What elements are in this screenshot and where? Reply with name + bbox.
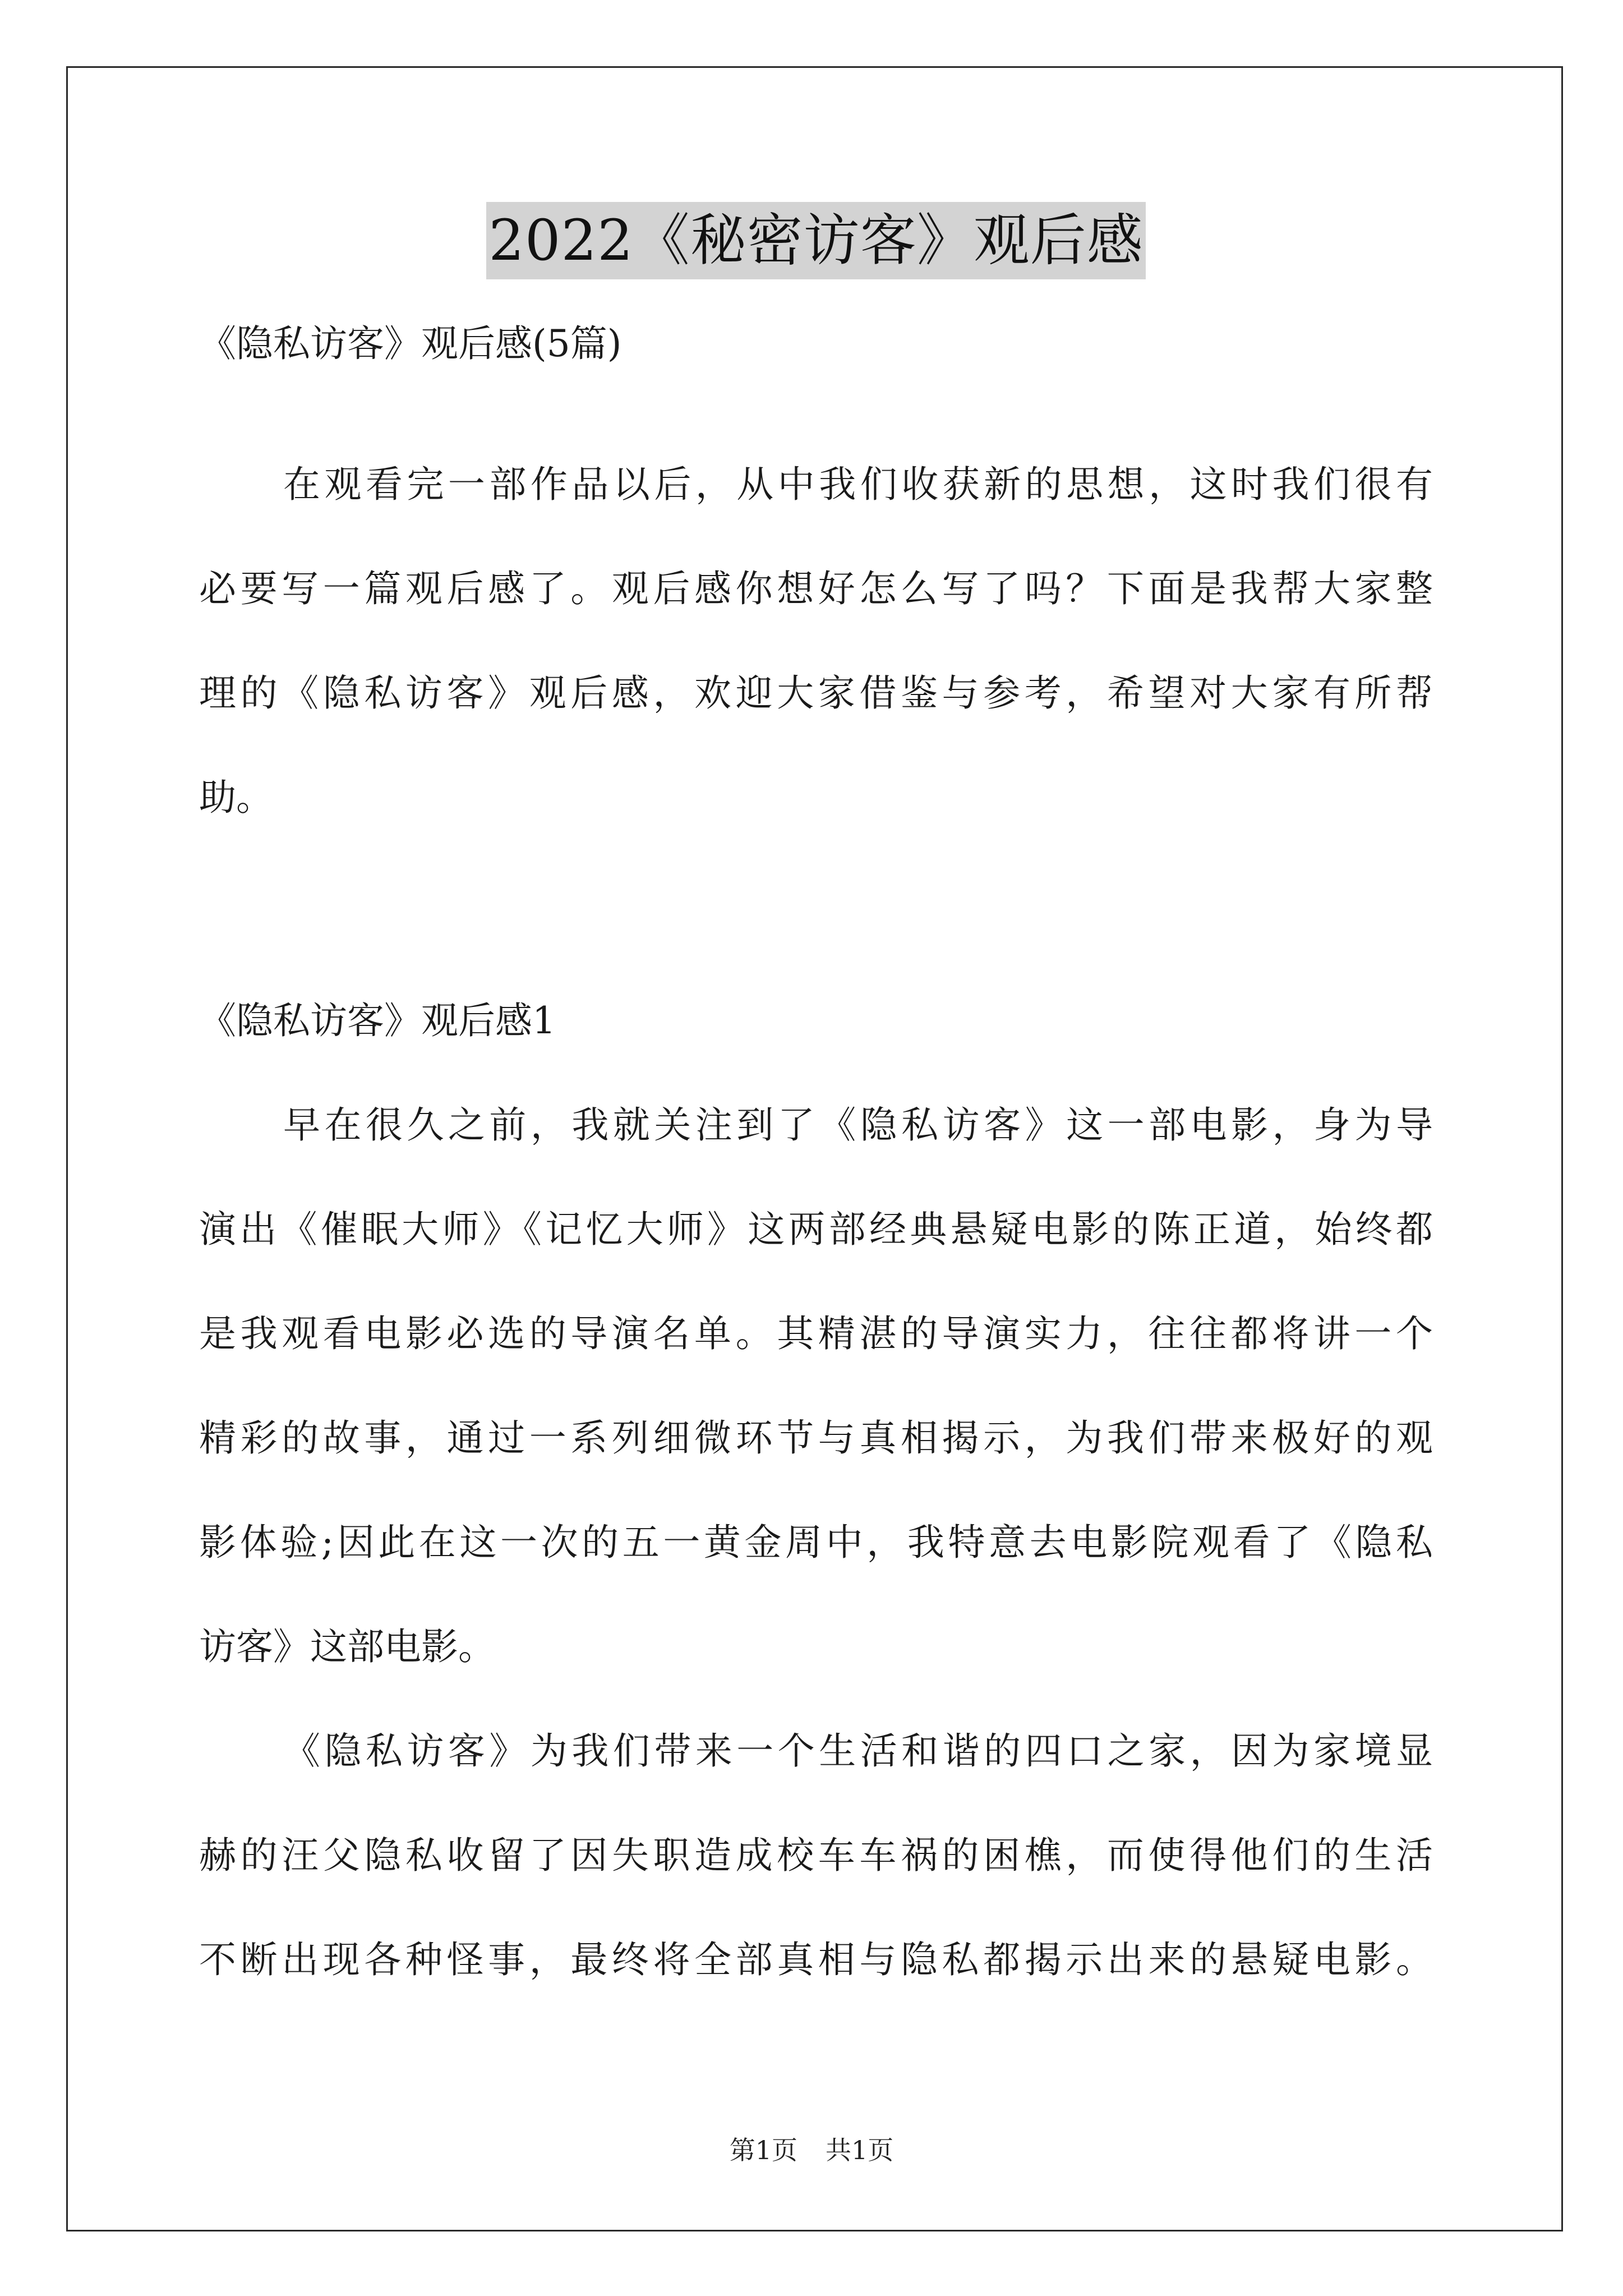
title-wrap <box>199 202 1433 279</box>
page-number: 第1页 <box>729 2135 797 2165</box>
page-total: 共1页 <box>826 2135 894 2165</box>
paragraph-line: 影体验;因此在这一次的五一黄金周中，我特意去电影院观看了《隐私 <box>199 1521 1433 1564</box>
intro-line: 在观看完一部作品以后，从中我们收获新的思想，这时我们很有 <box>283 463 1433 506</box>
paragraph-line: 是我观看电影必选的导演名单。其精湛的导演实力，往往都将讲一个 <box>199 1312 1433 1355</box>
paragraph-line: 访客》这部电影。 <box>199 1625 495 1668</box>
paragraph-line: 《隐私访客》为我们带来一个生活和谐的四口之家，因为家境显 <box>283 1729 1433 1773</box>
paragraph-line: 演出《催眠大师》《记忆大师》这两部经典悬疑电影的陈正道，始终都 <box>199 1208 1433 1251</box>
document-title: 2022《秘密访客》观后感 <box>486 202 1146 279</box>
paragraph-line: 赫的汪父隐私收留了因失职造成校车车祸的困樵，而使得他们的生活 <box>199 1834 1433 1877</box>
paragraph-line: 精彩的故事，通过一系列细微环节与真相揭示，为我们带来极好的观 <box>199 1416 1433 1460</box>
intro-line: 必要写一篇观后感了。观后感你想好怎么写了吗？下面是我帮大家整 <box>199 567 1433 610</box>
paragraph-line: 早在很久之前，我就关注到了《隐私访客》这一部电影，身为导 <box>283 1103 1433 1147</box>
page-border <box>66 66 1563 2231</box>
paragraph-line: 不断出现各种怪事，最终将全部真相与隐私都揭示出来的悬疑电影。 <box>199 1938 1433 1981</box>
intro-line: 理的《隐私访客》观后感，欢迎大家借鉴与参考，希望对大家有所帮 <box>199 671 1433 715</box>
page-footer <box>0 2134 1623 2166</box>
document-subtitle: 《隐私访客》观后感(5篇) <box>199 322 622 365</box>
section-heading: 《隐私访客》观后感1 <box>199 999 556 1042</box>
intro-line: 助。 <box>199 776 273 819</box>
